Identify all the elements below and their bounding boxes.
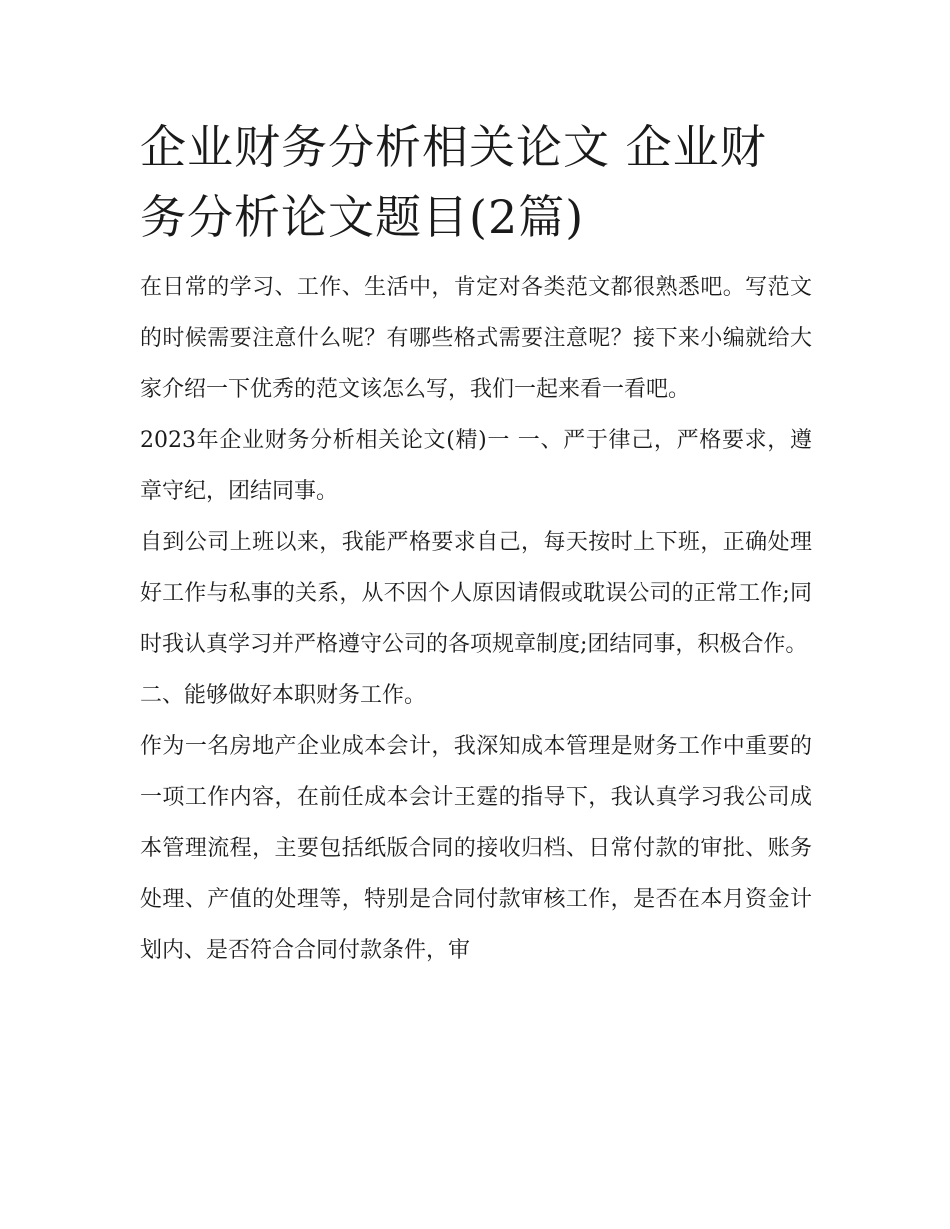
document-title: 企业财务分析相关论文 企业财务分析论文题目(2篇) [140,120,767,244]
section-heading-paragraph: 2023年企业财务分析相关论文(精)一 一、严于律己，严格要求，遵章守纪，团结同事。 [140,428,812,504]
section-heading-paragraph: 二、能够做好本职财务工作。 [140,683,427,708]
document-page [140,112,812,976]
intro-paragraph: 在日常的学习、工作、生活中，肯定对各类范文都很熟悉吧。写范文的时候需要注意什么呢？有哪些格式需要注意呢？接下来小编就给大家介绍一下优秀的范文该怎么写，我们一起来看一看吧。 [140,275,812,402]
body-paragraph: 作为一名房地产企业成本会计，我深知成本管理是财务工作中重要的一项工作内容，在前任成本会计王霆的指导下，我认真学习我公司成本管理流程，主要包括纸版合同的接收归档、日常付款的审批、账务处理、产值的处理等，特别是合同付款审核工作，是否在本月资金计划内、是否符合合同付款条件，审 [140,734,812,963]
body-paragraph: 自到公司上班以来，我能严格要求自己，每天按时上下班，正确处理好工作与私事的关系，从不因个人原因请假或耽误公司的正常工作;同时我认真学习并严格遵守公司的各项规章制度;团结同事，积极合作。 [140,530,812,657]
